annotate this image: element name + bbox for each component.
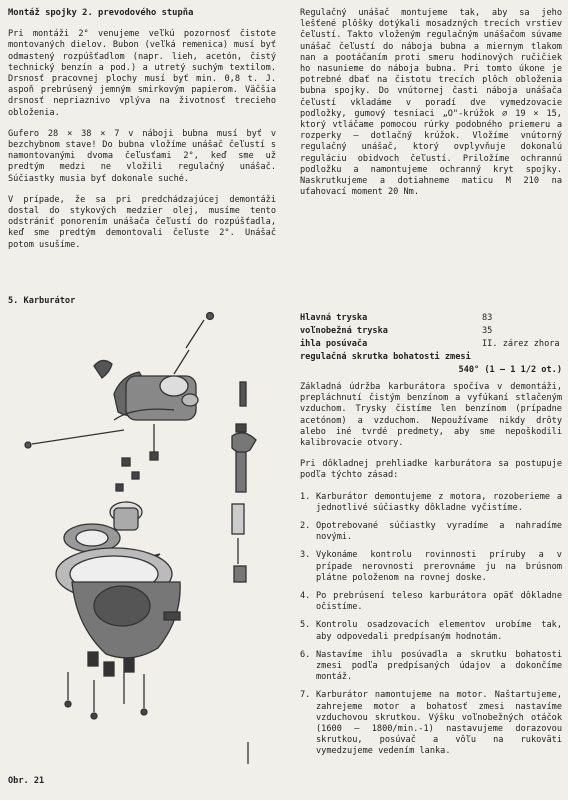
spec-label: Hlavná tryska [300,313,368,323]
step-number: 6. [300,649,311,660]
paragraph: Pri montáži 2° venujeme veľkú pozornosť čistote montovaných dielov. Bubon (veľká remenica) musí byť odmastený rozpúšťadlom (napr. lieh, acetón, čistý technický benzín a pod.) a utretý suchým textilom. Drsnosť pracovnej plochy musí byť min. 0,8 t. J. aspoň prebrúsený jemným smirkovým papierom. Väčšia drsnosť nepriaznivo vplýva na životnosť trecieho obloženia. [8,29,276,118]
step-text: Karburátor demontujeme z motora, rozoberieme a jednotlivé súčiastky dôkladne vyčistíme. [316,491,562,513]
list-item [300,690,562,757]
step-text: Vykonáme kontrolu rovinnosti príruby a v prípade nerovnosti prerovnáme ju na brúsnom plátne položenom na rovnej doske. [316,550,562,583]
section-heading-carburetor: 5. Karburátor [8,296,76,306]
list-item [300,550,562,584]
carburetor-specs-table [300,312,562,377]
spec-label: ihla posúvača [300,339,368,349]
paragraph: Základná údržba karburátora spočíva v demontáži, prepláchnutí čistým benzínom a vyfúkaní stlačeným vzduchom. Trysky čistíme len benzínom (prípadne acetónom) a vzduchom. Nepoužívame nikdy drôty alebo iné tvrdé predmety, aby sme nepoškodili kalibrovacie otvory. [300,382,562,449]
left-column [8,8,276,261]
step-text: Opotrebované súčiastky vyradíme a nahradíme novými. [316,521,562,543]
step-text: Po prebrúsení teleso karburátora opäť dôkladne očistíme. [316,591,562,613]
right-column [300,8,562,208]
step-number: 1. [300,491,311,502]
steps-list [300,492,562,758]
list-item [300,521,562,543]
list-item [300,620,562,642]
step-number: 4. [300,591,311,602]
carburetor-text [300,382,562,765]
step-number: 2. [300,521,311,532]
step-number: 7. [300,690,311,701]
step-number: 3. [300,550,311,561]
list-item [300,650,562,684]
spec-value: II. zárez zhora [482,339,560,349]
paragraph: Gufero 28 × 38 × 7 v náboji bubna musí byť v bezchybnom stave! Do bubna vložíme unášač čeľustí s namontovanými dvoma čeľusťami 2°, keď sme už predtým medzi ne vložili regulačný unášač. Súčiastky musia byť dokonale suché. [8,128,276,184]
spec-value-last: 540° (1 — 1 1/2 ot.) [458,365,562,375]
figure-caption: Obr. 21 [8,776,45,786]
section-heading-clutch: Montáž spojky 2. prevodového stupňa [8,8,194,18]
spec-value: 35 [482,326,493,336]
carburetor-exploded-diagram [14,312,276,770]
list-item [300,591,562,613]
spec-label: regulačná skrutka bohatosti zmesi [300,352,471,362]
paragraph: Regulačný unášač montujeme tak, aby sa jeho lešťené plôšky dotýkali mosadzných trecích vrstiev čeľustí. Takto vloženým regulačným unášačom súvame unášač čeľustí do náboja bubna a miernym tlakom nan a pootáčaním proti smeru hodinových ručičiek ho nasunieme do náboja bubna. Pri tomto úkone je potrebné dbať na čistotu trecích plôch obloženia bubna spojky. Do vnútornej časti náboja unášača čeľustí vkladáme v poradí dve vymedzovacie podložky, gumový tesniaci „O"-krúžok ⌀ 19 × 15, ktorý vtláčame pomocou rúrky podobného priemeru a rozperky — dotlačný krúžok. Vložíme vnútorný regulačný unášač, ktorý ovplyvňuje dokonalú reguláciu obidvoch čeľustí. Priložíme ochrannú podložku a namontujeme ochranný kryt spojky. Naskrutkujeme a dotiahneme maticu M 210 na uťahovací moment 20 Nm. [300,8,562,198]
spec-row [300,312,562,325]
spec-label: voľnobežná tryska [300,326,388,336]
paragraph: Pri dôkladnej prehliadke karburátora sa postupuje podľa týchto zásad: [300,459,562,481]
spec-row [300,325,562,338]
step-text: Kontrolu osadzovacích elementov urobíme tak, aby odpovedali predpísaným hodnotám. [316,620,562,642]
step-number: 5. [300,620,311,631]
step-text: Nastavíme ihlu posúvadla a skrutku bohatosti zmesi podľa predpísaných údajov a dokončíme montáž. [316,649,562,683]
list-item [300,492,562,514]
step-text: Karburátor namontujeme na motor. Naštartujeme, zahrejeme motor a bohatosť zmesi nastavíme vzduchovou skrutkou. Výšku voľnobežných otáčok (1600 — 1800/min.-1) nastavujeme dorazovou skrutkou, posúvač a vôľu na rukoväti vymedzujeme vedením lanka. [316,690,562,757]
spec-row [300,338,562,351]
spec-row [300,351,562,364]
paragraph: V prípade, že sa pri predchádzajúcej demontáži dostal do stykových medzier olej, musíme tento odstrániť ponorením unášača čeľustí do rozpúšťadla, keď sme predtým demontovali čeľuste 2°. Unášač potom usušíme. [8,194,276,250]
spec-value: 83 [482,313,493,323]
